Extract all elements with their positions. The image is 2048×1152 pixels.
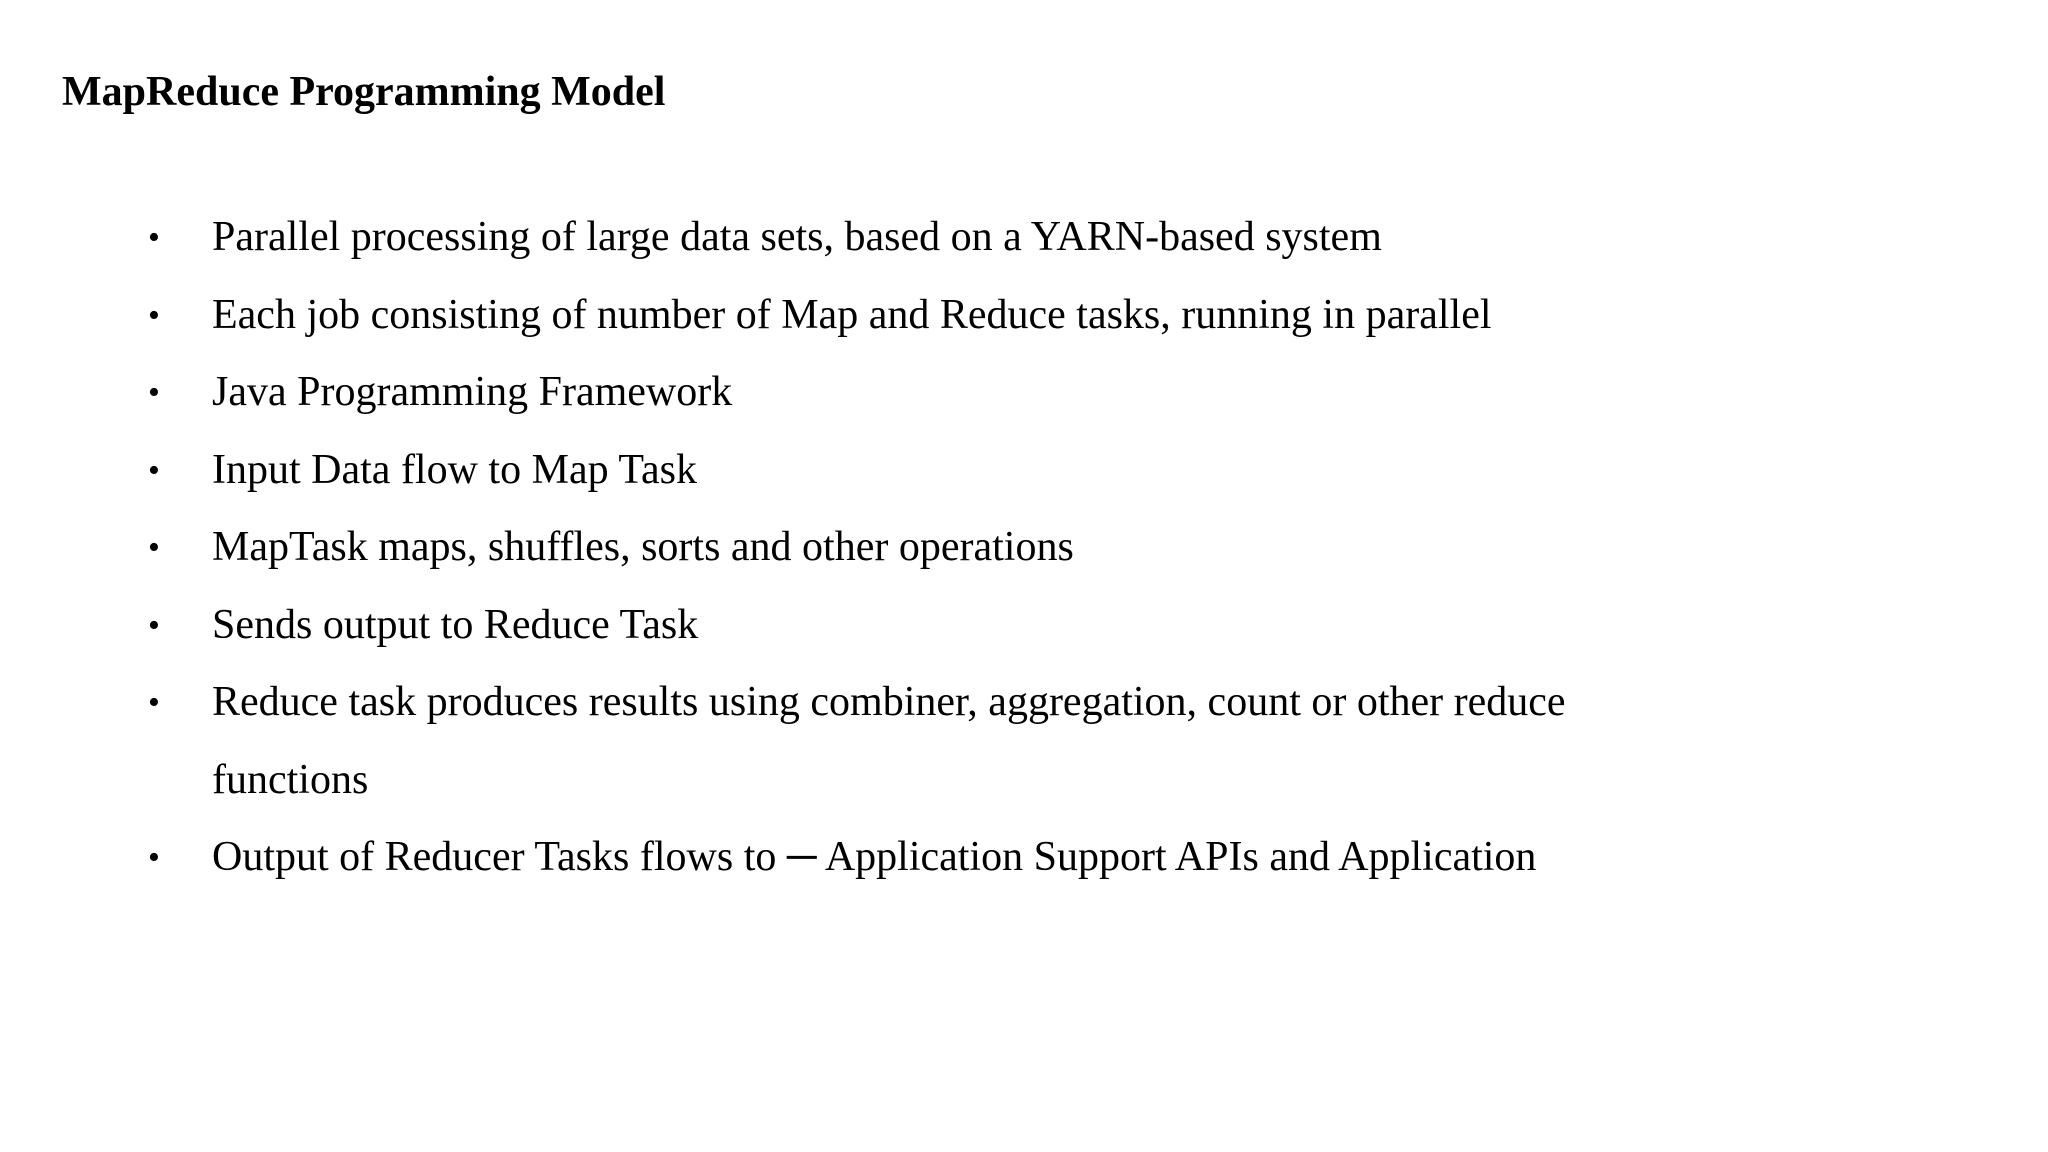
bullet-text: Each job consisting of number of Map and Reduce tasks, running in parallel bbox=[212, 291, 1492, 338]
bullet-text: Input Data flow to Map Task bbox=[212, 446, 698, 493]
bullet-text: MapTask maps, shuffles, sorts and other operations bbox=[212, 524, 1074, 570]
bullet-dot-icon: • bbox=[148, 606, 160, 644]
bullet-list bbox=[148, 199, 1648, 897]
bullet-text: Java Programming Framework bbox=[212, 369, 733, 415]
bullet-dot-icon: • bbox=[148, 219, 160, 256]
bullet-dot-icon: • bbox=[148, 374, 160, 411]
bullet-item bbox=[148, 819, 1648, 897]
bullet-item bbox=[148, 432, 1648, 510]
bullet-item bbox=[148, 664, 1648, 819]
bullet-item bbox=[148, 277, 1648, 355]
bullet-text: Output of Reducer Tasks flows to ─ Application Support APIs and Application bbox=[212, 834, 1537, 880]
slide-title: MapReduce Programming Model bbox=[62, 69, 666, 115]
bullet-item bbox=[148, 354, 1648, 432]
bullet-dot-icon: • bbox=[148, 296, 160, 334]
bullet-item bbox=[148, 199, 1648, 277]
bullet-dot-icon: • bbox=[148, 451, 160, 489]
bullet-item bbox=[148, 509, 1648, 587]
bullet-text: Reduce task produces results using combiner, aggregation, count or other reduce functions bbox=[212, 679, 1566, 803]
bullet-dot-icon: • bbox=[148, 839, 160, 876]
bullet-text: Parallel processing of large data sets, based on a YARN-based system bbox=[212, 214, 1382, 260]
bullet-dot-icon: • bbox=[148, 529, 160, 566]
bullet-text: Sends output to Reduce Task bbox=[212, 601, 699, 648]
bullet-item bbox=[148, 587, 1648, 665]
bullet-dot-icon: • bbox=[148, 684, 160, 721]
